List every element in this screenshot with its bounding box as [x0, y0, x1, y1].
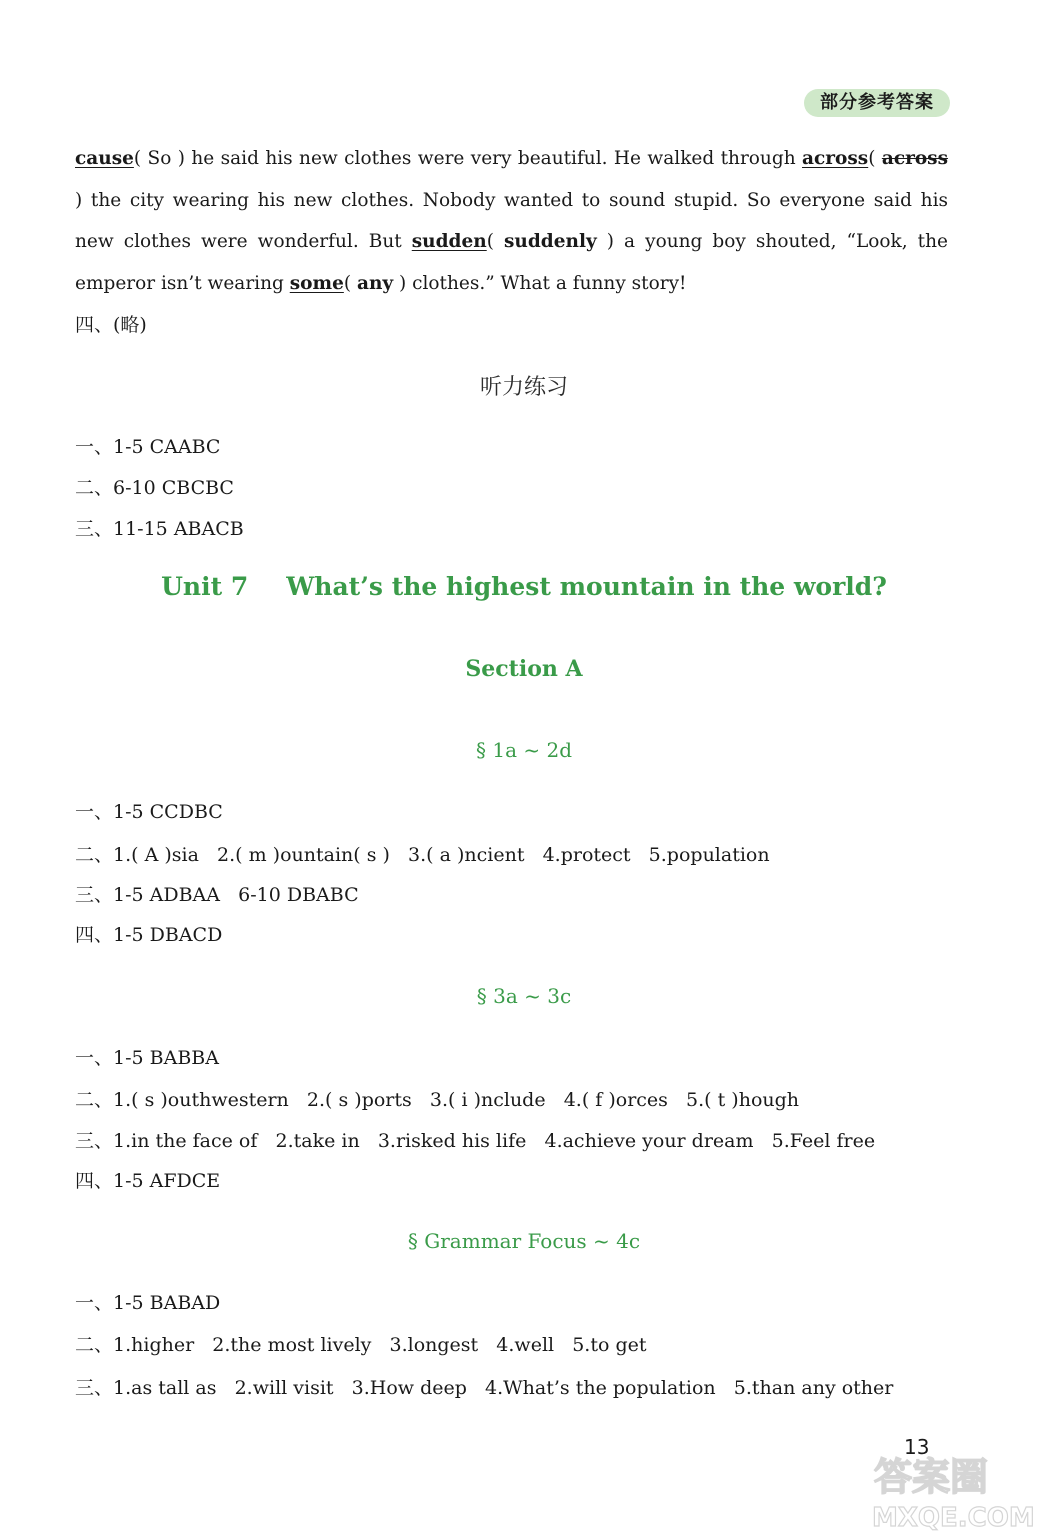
section-header-badge: 部分参考答案 — [804, 89, 950, 117]
story-text: ( — [486, 231, 504, 252]
answer-line: 三、1-5 ADBAA 6-10 DBABC — [75, 884, 359, 906]
story-text: ( — [868, 148, 882, 169]
answer-word: cause — [75, 148, 134, 169]
struck-word: across — [881, 148, 949, 169]
answer-word: across — [802, 148, 869, 169]
subsection-title: § 3a ~ 3c — [476, 984, 572, 1008]
subsection-title: § Grammar Focus ~ 4c — [407, 1229, 641, 1253]
story-text: ) the city wearing his new clothes. Nobody wanted to sound stupid. So everyone said his new clothes were wonderful. But — [75, 189, 948, 252]
story-text: ) clothes.” What a funny story! — [393, 272, 687, 294]
answer-line: 二、1.( A )sia 2.( m )ountain( s ) 3.( a )ncient 4.protect 5.population — [75, 844, 770, 866]
answer-line: 三、11-15 ABACB — [75, 518, 244, 540]
subsection-title: § 1a ~ 2d — [475, 738, 572, 762]
answer-line: 三、1.in the face of 2.take in 3.risked his life 4.achieve your dream 5.Feel free — [75, 1130, 876, 1152]
answer-line: 一、1-5 CAABC — [75, 436, 221, 458]
unit-question: What’s the highest mountain in the world? — [286, 572, 887, 601]
story-text: ( So ) he said his new clothes were very beautiful. He walked through — [133, 148, 803, 169]
correction-word: suddenly — [503, 231, 597, 252]
story-paragraph — [75, 138, 948, 304]
listening-heading: 听力练习 — [479, 375, 568, 400]
answer-line: 四、1-5 AFDCE — [75, 1170, 221, 1192]
answer-line: 一、1-5 CCDBC — [75, 801, 223, 823]
correction-word: any — [356, 272, 394, 294]
watermark-text: 答案圈 — [874, 1455, 989, 1499]
watermark-url: MXQE.COM — [872, 1503, 1035, 1532]
answer-line: 一、1-5 BABAD — [75, 1292, 221, 1314]
answer-word: some — [289, 272, 344, 294]
story-text: ) a young boy shouted, “Look, the emperor isn’t wearing — [75, 231, 948, 294]
answer-line: 四、(略) — [75, 314, 147, 336]
answer-line: 二、1.( s )outhwestern 2.( s )ports 3.( i )nclude 4.( f )orces 5.( t )hough — [75, 1089, 800, 1111]
answer-line: 二、6-10 CBCBC — [75, 477, 234, 499]
watermark-logo — [868, 1446, 1040, 1532]
story-text: ( — [343, 272, 357, 294]
page-number: 13 — [904, 1435, 930, 1459]
unit-number: Unit 7 — [161, 572, 249, 601]
answer-line: 二、1.higher 2.the most lively 3.longest 4.well 5.to get — [75, 1334, 647, 1356]
answer-line: 三、1.as tall as 2.will visit 3.How deep 4.What’s the population 5.than any other — [75, 1377, 894, 1399]
answer-line: 四、1-5 DBACD — [75, 924, 223, 946]
answer-word: sudden — [411, 231, 487, 252]
answer-line: 一、1-5 BABBA — [75, 1047, 219, 1069]
section-title: Section A — [465, 656, 583, 682]
unit-title — [0, 572, 1048, 601]
